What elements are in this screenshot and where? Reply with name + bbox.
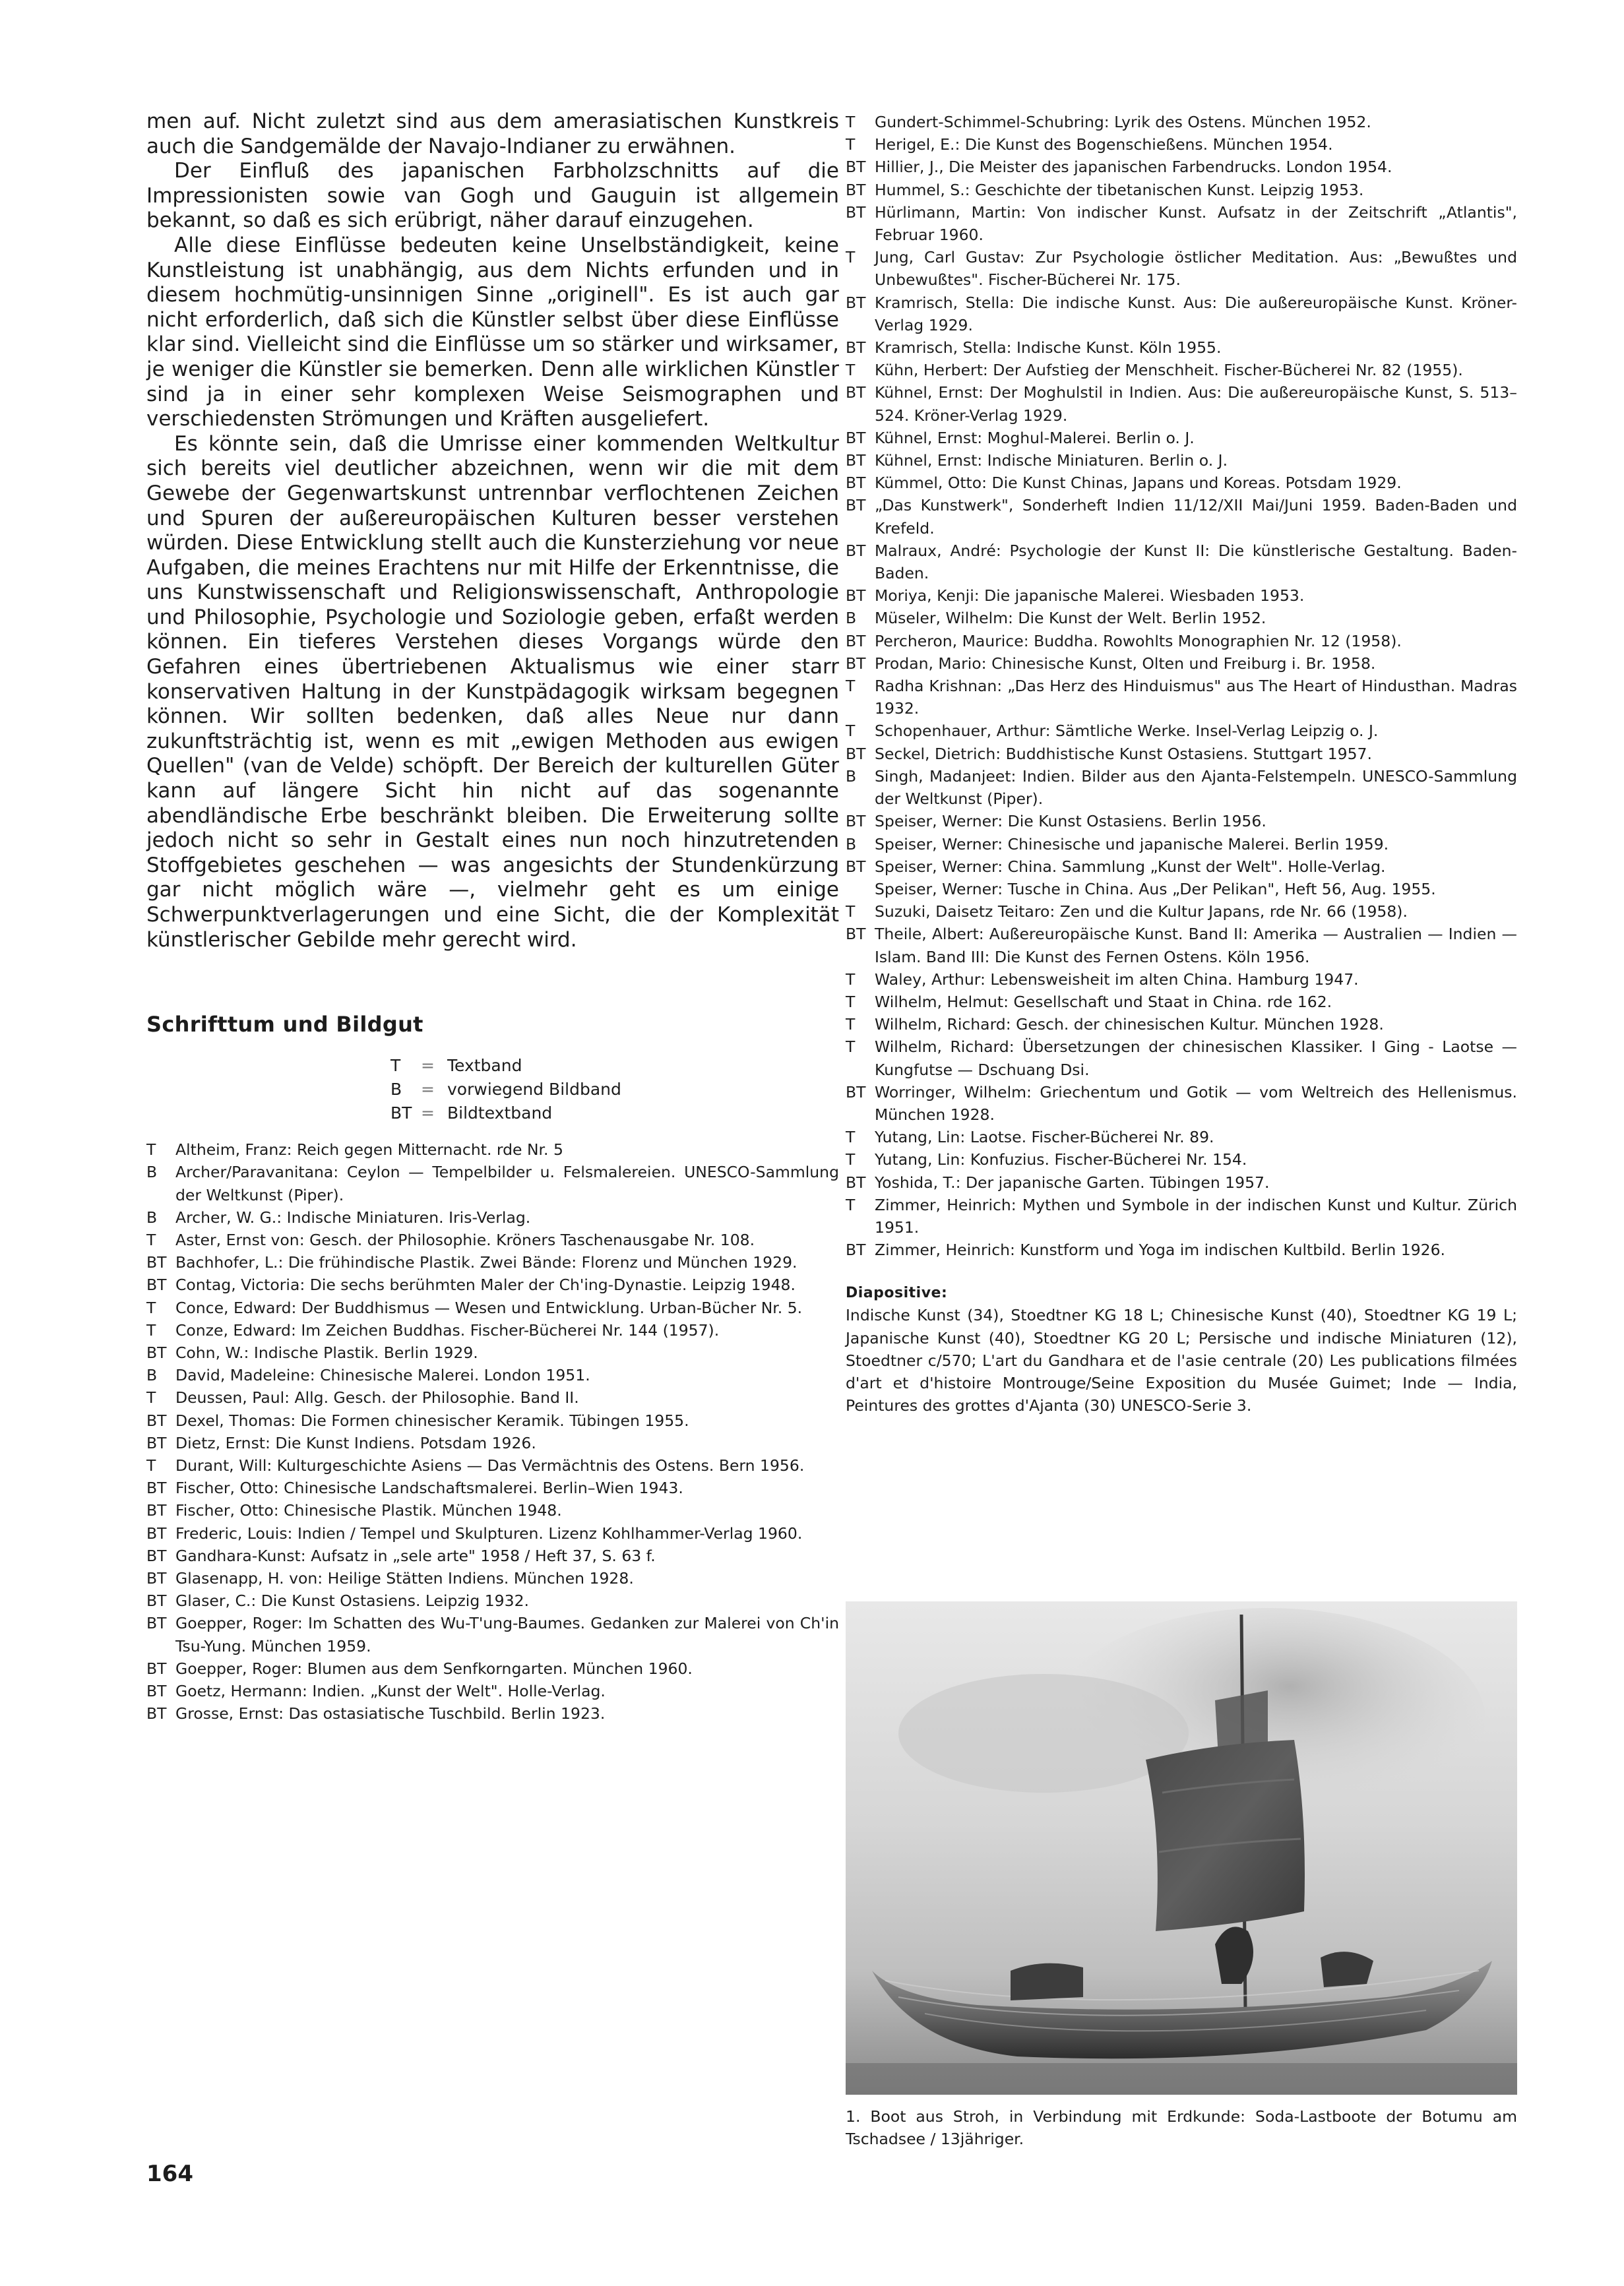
entry-type-code: T <box>846 677 856 696</box>
entry-type-code: BT <box>146 1524 167 1543</box>
bibliography-entry <box>846 427 1517 449</box>
entry-text: Grosse, Ernst: Das ostasiatische Tuschbild. Berlin 1923. <box>175 1704 606 1723</box>
bibliography-entry <box>146 1680 839 1702</box>
entry-text: Zimmer, Heinrich: Mythen und Symbole in der indischen Kunst und Kultur. Zürich 1951. <box>875 1195 1517 1237</box>
body-paragraph: Der Einfluß des japanischen Farbholzschnitts auf die Impressionisten sowie van Gogh und Gauguin ist allgemein bekannt, so daß es sich erübrigt, näher darauf einzugehen. <box>146 159 839 233</box>
entry-text: Moriya, Kenji: Die japanische Malerei. Wiesbaden 1953. <box>875 586 1305 605</box>
bibliography-entry <box>846 968 1517 991</box>
legend-row <box>390 1078 839 1101</box>
entry-type-code: T <box>846 1128 856 1147</box>
entry-text: Theile, Albert: Außereuropäische Kunst. Band II: Amerika — Australien — Indien — Islam. Band III: Die Kunst des Fernen Ostens. Köln 1956. <box>875 925 1517 966</box>
entry-text: David, Madeleine: Chinesische Malerei. London 1951. <box>175 1366 590 1385</box>
entry-text: Jung, Carl Gustav: Zur Psychologie östlicher Meditation. Aus: „Bewußtes und Unbewußtes". Fischer-Bücherei Nr. 175. <box>875 248 1517 290</box>
entry-text: Zimmer, Heinrich: Kunstform und Yoga im indischen Kultbild. Berlin 1926. <box>875 1241 1446 1260</box>
entry-type-code: BT <box>146 1704 167 1723</box>
bibliography-entry <box>846 292 1517 336</box>
bibliography-entry <box>846 133 1517 156</box>
entry-text: Kühn, Herbert: Der Aufstieg der Menschheit. Fischer-Bücherei Nr. 82 (1955). <box>875 361 1463 380</box>
bibliography-entry <box>846 765 1517 810</box>
bibliography-entry <box>846 449 1517 472</box>
bibliography-entry <box>846 630 1517 652</box>
entry-type-code: BT <box>846 654 866 673</box>
bibliography-entry <box>146 1138 839 1161</box>
entry-type-code: T <box>846 113 856 131</box>
entry-text: Wilhelm, Richard: Gesch. der chinesischen Kultur. München 1928. <box>875 1015 1384 1034</box>
entry-text: Fischer, Otto: Chinesische Plastik. München 1948. <box>175 1501 562 1520</box>
entry-text: Schopenhauer, Arthur: Sämtliche Werke. Insel-Verlag Leipzig o. J. <box>875 722 1379 741</box>
entry-type-code: BT <box>846 338 866 357</box>
entry-type-code: BT <box>846 293 866 312</box>
entry-text: Gundert-Schimmel-Schubring: Lyrik des Ostens. München 1952. <box>875 113 1371 131</box>
entry-text: Dietz, Ernst: Die Kunst Indiens. Potsdam 1926. <box>175 1433 536 1452</box>
bibliography-entry <box>846 1171 1517 1194</box>
bibliography-entry <box>846 540 1517 584</box>
entry-text: Müseler, Wilhelm: Die Kunst der Welt. Berlin 1952. <box>875 609 1266 628</box>
bibliography-entry <box>846 1013 1517 1035</box>
entry-text: Conce, Edward: Der Buddhismus — Wesen und Entwicklung. Urban-Bücher Nr. 5. <box>175 1298 803 1317</box>
entry-text: Gandhara-Kunst: Aufsatz in „sele arte" 1958 / Heft 37, S. 63 f. <box>175 1546 656 1565</box>
bibliography-entry <box>146 1364 839 1386</box>
entry-type-code: BT <box>146 1659 167 1678</box>
entry-type-code: B <box>146 1366 158 1385</box>
bibliography-entry <box>146 1229 839 1251</box>
entry-text: Conze, Edward: Im Zeichen Buddhas. Fischer-Bücherei Nr. 144 (1957). <box>175 1320 720 1340</box>
entry-text: Singh, Madanjeet: Indien. Bilder aus den Ajanta-Felstempeln. UNESCO-Sammlung der Weltkunst (Piper). <box>875 766 1517 809</box>
entry-type-code: BT <box>846 202 866 222</box>
entry-text: Deussen, Paul: Allg. Gesch. der Philosophie. Band II. <box>175 1388 579 1407</box>
page-number: 164 <box>146 2161 193 2187</box>
entry-text: Prodan, Mario: Chinesische Kunst, Olten und Freiburg i. Br. 1958. <box>875 654 1376 673</box>
entry-text: Cohn, W.: Indische Plastik. Berlin 1929. <box>175 1344 478 1363</box>
entry-type-code: BT <box>846 180 866 199</box>
body-text <box>146 109 839 952</box>
body-paragraph: Alle diese Einflüsse bedeuten keine Unselbständigkeit, keine Kunstleistung ist unabhängig, aus dem Nichts erfunden und in diesem hochmütig-unsinnigen Sinne „originell". Es ist auch gar nicht erforderlich, daß sich die Künstler selbst über diese Einflüsse klar sind. Vielleicht sind die Einflüsse um so stärker und wirksamer, je weniger die Künstler sie bemerken. Denn alle wirklichen Künstler sind ja in einer sehr komplexen Weise Seismographen und verschiedensten Strömungen und Kräften ausgeliefert. <box>146 233 839 431</box>
entry-text: Aster, Ernst von: Gesch. der Philosophie. Kröners Taschenausgabe Nr. 108. <box>175 1231 755 1249</box>
body-paragraph: men auf. Nicht zuletzt sind aus dem amerasiatischen Kunstkreis auch die Sandgemälde der Navajo-Indianer zu erwähnen. <box>146 109 839 158</box>
entry-type-code: BT <box>146 1614 167 1633</box>
bibliography-entry <box>846 584 1517 607</box>
entry-type-code: T <box>846 135 856 154</box>
entry-type-code: BT <box>146 1344 167 1363</box>
legend-key: B <box>390 1080 402 1099</box>
entry-type-code: BT <box>846 812 866 831</box>
entry-type-code: B <box>846 766 857 786</box>
entry-type-code: BT <box>846 925 866 944</box>
bibliography-entry <box>846 743 1517 765</box>
entry-text: Durant, Will: Kulturgeschichte Asiens — Das Vermächtnis des Ostens. Bern 1956. <box>175 1456 805 1475</box>
bibliography-entry <box>146 1477 839 1499</box>
entry-type-code: T <box>146 1140 156 1159</box>
bibliography-entry <box>846 1194 1517 1239</box>
entry-text: Hillier, J., Die Meister des japanischen Farbendrucks. London 1954. <box>875 158 1392 177</box>
bibliography-entry <box>146 1499 839 1522</box>
entry-text: Herigel, E.: Die Kunst des Bogenschießens. München 1954. <box>875 135 1333 154</box>
entry-type-code: T <box>846 970 856 989</box>
entry-text: „Das Kunstwerk", Sonderheft Indien 11/12/XII Mai/Juni 1959. Baden-Baden und Krefeld. <box>875 496 1517 538</box>
bibliography-entry <box>146 1297 839 1319</box>
entry-type-code: T <box>146 1388 156 1407</box>
entry-text: Yutang, Lin: Laotse. Fischer-Bücherei Nr. 89. <box>875 1128 1214 1147</box>
entry-text: Radha Krishnan: „Das Herz des Hinduismus" aus The Heart of Hindusthan. Madras 1932. <box>875 677 1517 718</box>
bibliography-entry <box>846 359 1517 381</box>
entry-type-code: BT <box>146 1682 167 1701</box>
bibliography-entry <box>146 1386 839 1409</box>
bibliography-entry <box>846 111 1517 133</box>
entry-text: Yutang, Lin: Konfuzius. Fischer-Bücherei Nr. 154. <box>875 1150 1247 1169</box>
diapositive-text: Indische Kunst (34), Stoedtner KG 18 L; Chinesische Kunst (40), Stoedtner KG 19 L; Japanische Kunst (40), Stoedtner KG 20 L; Persische und indische Miniaturen (12), Stoedtner c/570; L'art du Gandhara et de l'asie centrale (20) Les publications filmées d'art et d'histoire Montrouge/Seine Exposition du Musée Guimet; Inde — India, Peintures des grottes d'Ajanta (30) UNESCO-Serie 3. <box>846 1306 1517 1415</box>
bibliography-entry <box>846 810 1517 832</box>
bibliography-entry <box>146 1251 839 1274</box>
bibliography-entry <box>146 1702 839 1725</box>
entry-text: Kramrisch, Stella: Indische Kunst. Köln 1955. <box>875 338 1222 357</box>
bibliography-entry <box>146 1567 839 1590</box>
entry-type-code: T <box>846 248 856 267</box>
bibliography-entry <box>146 1657 839 1680</box>
entry-text: Archer/Paravanitana: Ceylon — Tempelbilder u. Felsmalereien. UNESCO-Sammlung der Weltkunst (Piper). <box>175 1163 839 1204</box>
legend-mark: = <box>421 1056 435 1076</box>
entry-type-code: BT <box>846 496 866 515</box>
entry-type-code: BT <box>846 1082 866 1101</box>
legend-text: vorwiegend Bildband <box>447 1080 621 1099</box>
figure-caption: 1. Boot aus Stroh, in Verbindung mit Erdkunde: Soda-Lastboote der Botumu am Tschadsee / 13jähriger. <box>846 2107 1517 2149</box>
entry-text: Hürlimann, Martin: Von indischer Kunst. Aufsatz in der Zeitschrift „Atlantis", Februar 1960. <box>875 202 1517 245</box>
entry-text: Kramrisch, Stella: Die indische Kunst. Aus: Die außereuropäische Kunst. Kröner-Verlag 1929. <box>875 293 1517 334</box>
entry-type-code: BT <box>846 474 866 493</box>
legend-key: T <box>390 1056 401 1076</box>
bibliography-entry <box>846 923 1517 968</box>
bibliography-entry <box>146 1319 839 1342</box>
bibliography-entry <box>846 833 1517 855</box>
entry-text: Kühnel, Ernst: Indische Miniaturen. Berlin o. J. <box>875 451 1228 470</box>
entry-text: Waley, Arthur: Lebensweisheit im alten China. Hamburg 1947. <box>875 970 1359 989</box>
bibliography-entry <box>146 1274 839 1296</box>
entry-type-code: BT <box>146 1253 167 1272</box>
bibliography-entry <box>846 1126 1517 1148</box>
legend-key: BT <box>390 1103 412 1123</box>
entry-type-code: BT <box>846 857 866 876</box>
bibliography-entry <box>846 156 1517 178</box>
bibliography-entry <box>146 1545 839 1567</box>
entry-type-code: BT <box>146 1501 167 1520</box>
entry-type-code: T <box>146 1298 156 1317</box>
entry-text: Suzuki, Daisetz Teitaro: Zen und die Kultur Japans, rde Nr. 66 (1958). <box>875 902 1408 921</box>
entry-type-code: T <box>846 992 856 1011</box>
entry-type-code: T <box>846 1150 856 1169</box>
entry-text: Glaser, C.: Die Kunst Ostasiens. Leipzig 1932. <box>175 1591 529 1611</box>
entry-type-code: BT <box>146 1433 167 1452</box>
entry-text: Altheim, Franz: Reich gegen Mitternacht. rde Nr. 5 <box>175 1140 563 1159</box>
legend-row <box>390 1101 839 1125</box>
bibliography-entry <box>146 1590 839 1612</box>
bibliography-entry <box>846 201 1517 246</box>
bibliography-entry <box>846 336 1517 359</box>
bibliography-entry <box>846 494 1517 539</box>
entry-text: Hummel, S.: Geschichte der tibetanischen Kunst. Leipzig 1953. <box>875 180 1364 199</box>
bibliography-entry <box>846 607 1517 629</box>
entry-text: Dexel, Thomas: Die Formen chinesischer Keramik. Tübingen 1955. <box>175 1411 689 1430</box>
entry-text: Wilhelm, Helmut: Gesellschaft und Staat in China. rde 162. <box>875 992 1332 1011</box>
entry-type-code: BT <box>846 1173 866 1192</box>
entry-type-code: T <box>846 361 856 380</box>
entry-text: Kühnel, Ernst: Der Moghulstil in Indien. Aus: Die außereuropäische Kunst, S. 513–524. Kröner-Verlag 1929. <box>875 383 1517 425</box>
bibliography-entry <box>846 179 1517 201</box>
legend-mark: = <box>421 1080 435 1099</box>
bibliography-entry <box>146 1612 839 1657</box>
bibliography-entry <box>146 1522 839 1545</box>
bibliography-entry <box>846 1239 1517 1261</box>
bibliography-entry <box>146 1409 839 1432</box>
entry-type-code: BT <box>146 1546 167 1565</box>
entry-type-code: BT <box>846 631 866 650</box>
entry-text: Frederic, Louis: Indien / Tempel und Skulpturen. Lizenz Kohlhammer-Verlag 1960. <box>175 1524 803 1543</box>
bibliography-entry <box>846 652 1517 675</box>
body-paragraph: Es könnte sein, daß die Umrisse einer kommenden Weltkultur sich bereits viel deutlicher abzeichnen, wenn wir die mit dem Gewebe der Gegenwartskunst untrennbar verflochtenen Zeichen und Spuren der außereuropäischen Kulturen besser verstehen würden. Diese Entwicklung stellt auch die Kunsterziehung vor neue Aufgaben, die meines Erachtens nur mit Hilfe der Erkenntnisse, die uns Kunstwissenschaft und Religionswissenschaft, Anthropologie und Philosophie, Psychologie und Soziologie geben, erfaßt werden können. Ein tieferes Verstehen dieses Vorgangs würde den Gefahren eines übertriebenen Aktualismus wie einer starr konservativen Haltung in der Kunstpädagogik wirksam begegnen können. Wir sollten bedenken, daß alles Neue nur dann zukunftsträchtig ist, wenn es mit „ewigen Methoden aus ewigen Quellen" (van de Velde) schöpft. Der Bereich der kulturellen Güter kann auf längere Sicht hin nicht auf das sogenannte abendländische Erbe beschränkt bleiben. Die Erweiterung sollte jedoch nicht so sehr in Gestalt eines nun noch hinzutretenden Stoffgebietes geschehen — was angesichts der Stundenkürzung gar nicht möglich wäre —, vielmehr geht es um einige Schwerpunktverlagerungen und eine Sicht, die der Komplexität künstlerischer Gebilde mehr gerecht wird. <box>146 431 839 952</box>
right-column <box>846 111 1517 1417</box>
bibliography-entry <box>846 381 1517 426</box>
bibliography-entry <box>146 1454 839 1477</box>
entry-type-code: BT <box>846 383 866 402</box>
entry-text: Speiser, Werner: Die Kunst Ostasiens. Berlin 1956. <box>875 812 1266 831</box>
legend <box>146 1054 839 1125</box>
entry-type-code: BT <box>846 1241 866 1260</box>
entry-text: Goetz, Hermann: Indien. „Kunst der Welt". Holle-Verlag. <box>175 1682 606 1701</box>
entry-text: Bachhofer, L.: Die frühindische Plastik. Zwei Bände: Florenz und München 1929. <box>175 1253 797 1272</box>
entry-type-code: T <box>146 1231 156 1249</box>
bibliography-entry <box>846 720 1517 742</box>
bibliography-entry <box>146 1342 839 1364</box>
entry-type-code: BT <box>846 744 866 763</box>
section-title: Schrifttum und Bildgut <box>146 1012 423 1037</box>
entry-type-code: T <box>846 902 856 921</box>
legend-mark: = <box>421 1103 435 1123</box>
entry-type-code: T <box>846 722 856 741</box>
bibliography-entry <box>846 855 1517 878</box>
entry-type-code: BT <box>846 428 866 447</box>
entry-text: Glasenapp, H. von: Heilige Stätten Indiens. München 1928. <box>175 1569 634 1588</box>
entry-text: Malraux, André: Psychologie der Kunst II: Die künstlerische Gestaltung. Baden-Baden. <box>875 541 1517 583</box>
entry-text: Kümmel, Otto: Die Kunst Chinas, Japans und Koreas. Potsdam 1929. <box>875 474 1402 493</box>
entry-text: Contag, Victoria: Die sechs berühmten Maler der Ch'ing-Dynastie. Leipzig 1948. <box>175 1276 796 1295</box>
entry-text: Yoshida, T.: Der japanische Garten. Tübingen 1957. <box>875 1173 1270 1192</box>
figure-photo <box>846 1601 1517 2095</box>
entry-type-code: T <box>146 1456 156 1475</box>
bibliography-entry <box>146 1161 839 1206</box>
entry-type-code: B <box>146 1208 158 1227</box>
entry-type-code: B <box>146 1163 158 1182</box>
bibliography-entry <box>846 246 1517 291</box>
entry-text: Fischer, Otto: Chinesische Landschaftsmalerei. Berlin–Wien 1943. <box>175 1479 683 1498</box>
entry-type-code: T <box>846 1195 856 1214</box>
entry-type-code: BT <box>146 1569 167 1588</box>
entry-text: Seckel, Dietrich: Buddhistische Kunst Ostasiens. Stuttgart 1957. <box>875 744 1372 763</box>
entry-text: Speiser, Werner: Tusche in China. Aus „Der Pelikan", Heft 56, Aug. 1955. <box>875 879 1436 898</box>
entry-type-code: B <box>846 609 857 628</box>
entry-text: Archer, W. G.: Indische Miniaturen. Iris-Verlag. <box>175 1208 531 1227</box>
entry-text: Speiser, Werner: China. Sammlung „Kunst der Welt". Holle-Verlag. <box>875 857 1386 876</box>
entry-text: Percheron, Maurice: Buddha. Rowohlts Monographien Nr. 12 (1958). <box>875 631 1402 650</box>
diapositive-heading: Diapositive: <box>846 1285 948 1302</box>
bibliography-list-right <box>846 111 1517 1261</box>
bibliography-entry <box>846 1081 1517 1126</box>
straw-boat-photo <box>846 1601 1517 2095</box>
entry-text: Goepper, Roger: Blumen aus dem Senfkorngarten. München 1960. <box>175 1659 693 1678</box>
entry-text: Wilhelm, Richard: Übersetzungen der chinesischen Klassiker. I Ging - Laotse — Kungfutse — Dschuang Dsi. <box>875 1037 1517 1079</box>
bibliography-entry <box>846 675 1517 720</box>
entry-type-code: T <box>846 1037 856 1057</box>
entry-text: Speiser, Werner: Chinesische und japanische Malerei. Berlin 1959. <box>875 834 1389 853</box>
legend-text: Textband <box>447 1056 522 1076</box>
entry-text: Goepper, Roger: Im Schatten des Wu-T'ung-Baumes. Gedanken zur Malerei von Ch'in Tsu-Yung. München 1959. <box>175 1614 839 1655</box>
entry-type-code: B <box>846 834 857 853</box>
entry-type-code: BT <box>146 1591 167 1611</box>
entry-text: Worringer, Wilhelm: Griechentum und Gotik — vom Weltreich des Hellenismus. München 1928. <box>875 1082 1517 1124</box>
entry-type-code: BT <box>846 158 866 177</box>
bibliography-entry <box>146 1432 839 1454</box>
bibliography-entry <box>846 1148 1517 1171</box>
entry-type-code: T <box>846 1015 856 1034</box>
bibliography-entry <box>146 1206 839 1229</box>
legend-row <box>390 1054 839 1078</box>
entry-type-code: BT <box>146 1276 167 1295</box>
bibliography-list-left <box>146 1138 839 1725</box>
bibliography-entry <box>846 900 1517 923</box>
entry-type-code: T <box>146 1320 156 1340</box>
entry-type-code: BT <box>846 451 866 470</box>
entry-type-code: BT <box>846 586 866 605</box>
left-column <box>146 109 839 1725</box>
entry-type-code: BT <box>846 541 866 560</box>
bibliography-entry <box>846 1035 1517 1080</box>
legend-text: Bildtextband <box>447 1103 553 1123</box>
bibliography-entry <box>846 991 1517 1013</box>
entry-type-code: BT <box>146 1411 167 1430</box>
bibliography-entry <box>846 878 1517 900</box>
entry-text: Kühnel, Ernst: Moghul-Malerei. Berlin o. J. <box>875 428 1195 447</box>
bibliography-entry <box>846 472 1517 494</box>
entry-type-code: BT <box>146 1479 167 1498</box>
